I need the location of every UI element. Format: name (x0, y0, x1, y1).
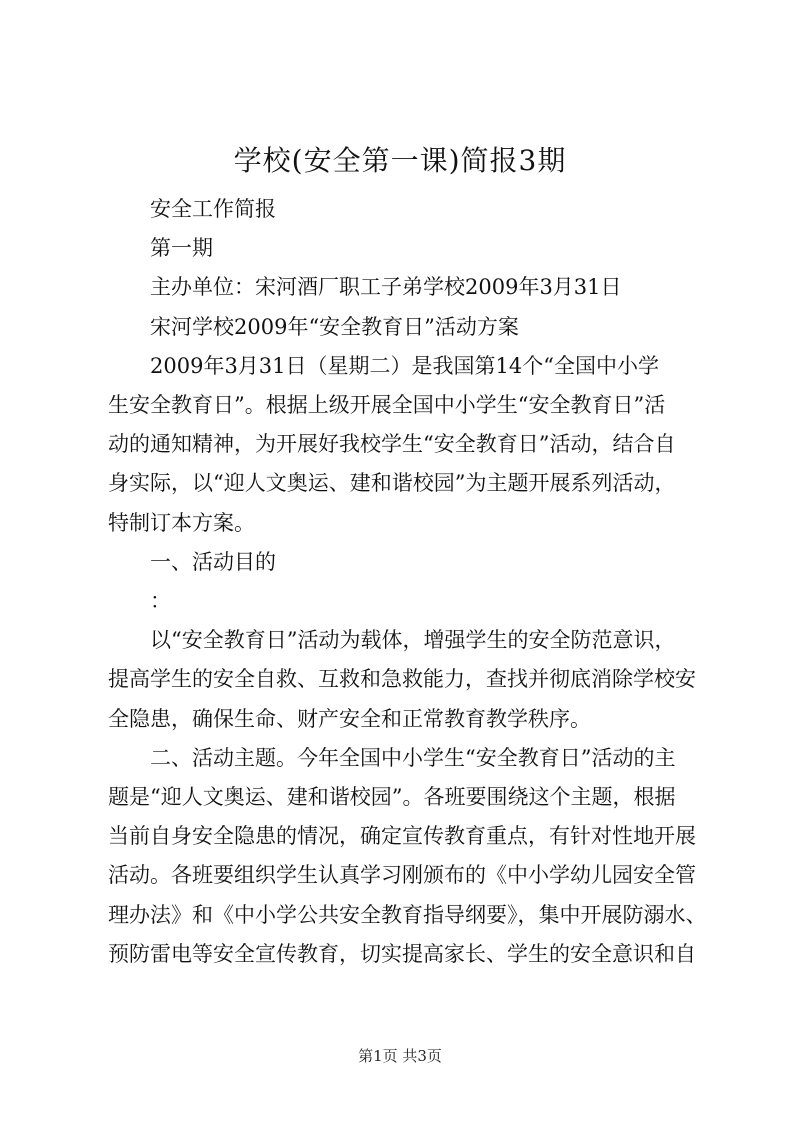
page-number-footer: 第1页 共3页 (358, 1047, 442, 1065)
line-2: 第一期 (150, 236, 213, 261)
line-8: 身实际，以“迎人文奥运、建和谐校园”为主题开展系列活动， (108, 471, 676, 496)
line-1: 安全工作简报 (150, 197, 276, 221)
line-3: 主办单位：宋河酒厂职工子弟学校2009年3月31日 (150, 275, 622, 300)
line-12: 以“安全教育日”活动为载体，增强学生的安全防范意识， (150, 628, 676, 653)
line-17: 当前自身安全隐患的情况，确定宣传教育重点，有针对性地开展 (108, 824, 696, 849)
line-16: 题是“迎人文奥运、建和谐校园”。各班要围绕这个主题，根据 (108, 785, 676, 810)
document-title: 学校(安全第一课)简报3期 (233, 144, 567, 177)
document-body (108, 190, 708, 974)
line-15: 二、活动主题。今年全国中小学生“安全教育日”活动的主 (150, 745, 676, 770)
line-7: 动的通知精神，为开展好我校学生“安全教育日”活动，结合自 (108, 432, 676, 457)
line-10: 一、活动目的 (150, 549, 276, 574)
line-6: 生安全教育日”。根据上级开展全国中小学生“安全教育日”活 (108, 393, 666, 418)
line-20: 预防雷电等安全宣传教育，切实提高家长、学生的安全意识和自 (108, 941, 696, 966)
line-14: 全隐患，确保生命、财产安全和正常教育教学秩序。 (108, 706, 591, 731)
line-5: 2009年3月31日（星期二）是我国第14个“全国中小学 (150, 353, 659, 378)
line-18: 活动。各班要组织学生认真学习刚颁布的《中小学幼儿园安全管 (108, 863, 696, 888)
line-19: 理办法》和《中小学公共安全教育指导纲要》，集中开展防溺水、 (108, 902, 707, 927)
line-4: 宋河学校2009年“安全教育日”活动方案 (150, 314, 519, 339)
line-11: ： (150, 589, 171, 614)
line-13: 提高学生的安全自救、互救和急救能力，查找并彻底消除学校安 (108, 667, 696, 692)
line-9: 特制订本方案。 (108, 510, 255, 535)
